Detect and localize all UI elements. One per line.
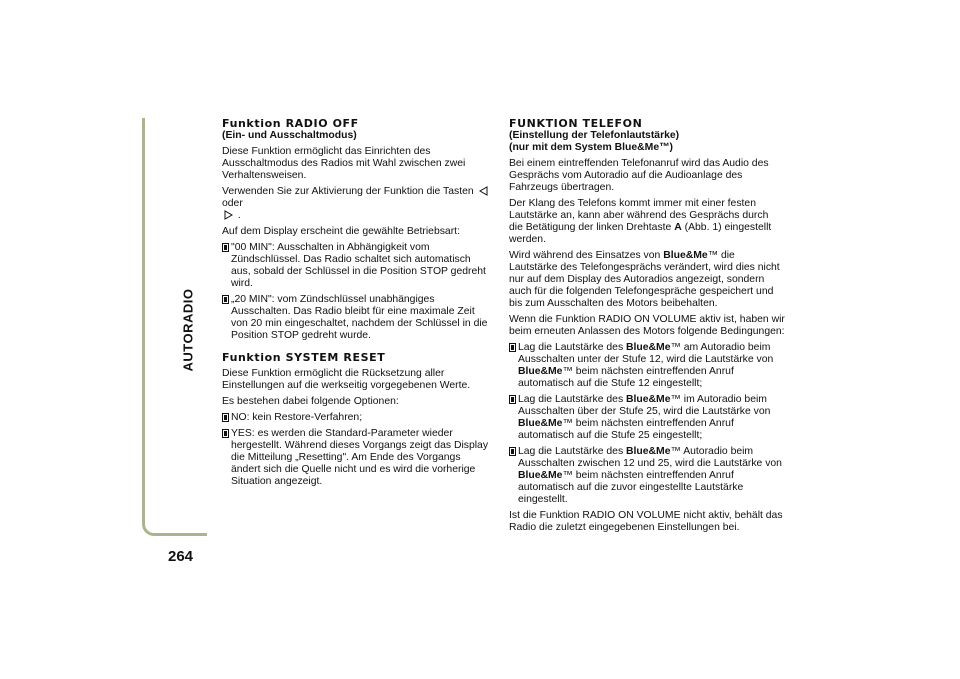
telefon-paragraph-3: [509, 250, 785, 310]
right-column: [509, 118, 785, 538]
paragraph-text: ™ die Lautstärke des Telefongesprächs verändert, wird dies nicht nur auf dem Display des Autoradios angezeigt, sondern auch für die folgenden Telefongespräche gespeichert und bis zum Ausschalten des Motors beibehalten.: [509, 250, 780, 309]
checkbox-bullet-icon: [509, 343, 516, 352]
list-item-text: ™ am Autoradio beim Ausschalten unter der Stufe 12, wird die Lautstärke von: [518, 342, 774, 365]
list-item-text: YES: es werden die Standard-Parameter wieder hergestellt. Während dieses Vorgangs zeigt das Display die Mitteilung „Resetting". Am Ende des Vorgangs ändert sich die Quelle nicht und es wird die vorherige Situation angezeigt.: [231, 428, 489, 487]
list-item: [222, 294, 492, 342]
brand-name: Blue&Me: [518, 366, 563, 377]
list-item: [509, 394, 785, 442]
telefon-subtitle-1: (Einstellung der Telefonlautstärke): [509, 130, 680, 141]
section-label: AUTORADIO: [180, 288, 196, 372]
list-item-text: ™ beim nächsten eintreffenden Anruf automatisch auf die Stufe 25 eingestellt;: [518, 418, 734, 441]
list-item-text: ™ beim nächsten eintreffenden Anruf automatisch auf die zuvor eingestellte Lautstärke eingestellt.: [518, 470, 744, 505]
telefon-paragraph-2: [509, 198, 785, 246]
system-reset-title: Funktion SYSTEM RESET: [222, 351, 386, 364]
checkbox-bullet-icon: [222, 413, 229, 422]
paragraph-text: Der Klang des Telefons kommt immer mit einer festen Lautstärke an, kann aber während des Gesprächs durch die Betätigung der linken Drehtaste: [509, 198, 769, 233]
telefon-conditions: [509, 342, 785, 506]
list-item: [509, 342, 785, 390]
telefon-paragraph-5: Ist die Funktion RADIO ON VOLUME nicht aktiv, behält das Radio die zuletzt eingegebenen Einstellungen bei.: [509, 510, 783, 533]
radio-off-section: [222, 118, 492, 342]
list-item: [222, 412, 492, 424]
buttons-text-middle: oder: [222, 198, 243, 209]
list-item: [222, 428, 492, 488]
brand-name: Blue&Me: [663, 250, 708, 261]
list-item-text: ™ beim nächsten eintreffenden Anruf automatisch auf die Stufe 12 eingestellt;: [518, 366, 734, 389]
right-triangle-icon: [224, 210, 233, 220]
brand-name: Blue&Me: [626, 394, 671, 405]
radio-off-options: [222, 242, 492, 342]
system-reset-intro: Diese Funktion ermöglicht die Rücksetzung aller Einstellungen auf die werkseitig vorgegebenen Werte.: [222, 368, 471, 391]
knob-label: A: [674, 222, 682, 233]
checkbox-bullet-icon: [509, 447, 516, 456]
left-column: [222, 118, 492, 492]
radio-off-title: Funktion RADIO OFF: [222, 117, 359, 130]
list-item-text: „20 MIN": vom Zündschlüssel unabhängiges Ausschalten. Das Radio bleibt für eine maximale Zeit von 20 min eingeschaltet, nachdem der Schlüssel in die Position STOP gedreht wurde.: [231, 294, 488, 341]
telefon-subtitle-2: (nur mit dem System Blue&Me™): [509, 142, 673, 153]
telefon-paragraph-1: Bei einem eintreffenden Telefonanruf wird das Audio des Gesprächs vom Autoradio auf die Audioanlage des Fahrzeugs übertragen.: [509, 158, 769, 193]
brand-name: Blue&Me: [626, 342, 671, 353]
list-item: [509, 446, 785, 506]
list-item-text: Lag die Lautstärke des: [518, 394, 624, 405]
system-reset-options: [222, 412, 492, 488]
radio-off-intro: Diese Funktion ermöglicht das Einrichten des Ausschaltmodus des Radios mit Wahl zwischen zwei Verhaltensweisen.: [222, 146, 466, 181]
buttons-text-after: .: [237, 210, 241, 221]
radio-off-display-text: Auf dem Display erscheint die gewählte Betriebsart:: [222, 226, 460, 237]
system-reset-options-text: Es bestehen dabei folgende Optionen:: [222, 396, 399, 407]
paragraph-text: (Abb. 1) eingestellt werden.: [509, 222, 772, 245]
list-item: [222, 242, 492, 290]
checkbox-bullet-icon: [222, 243, 229, 252]
list-item-text: Lag die Lautstärke des: [518, 342, 624, 353]
telefon-title: FUNKTION TELEFON: [509, 117, 643, 130]
checkbox-bullet-icon: [222, 429, 229, 438]
buttons-text-before: Verwenden Sie zur Aktivierung der Funktion die Tasten: [222, 186, 474, 197]
left-triangle-icon: [479, 186, 488, 196]
section-margin-rule: [142, 118, 207, 536]
telefon-paragraph-4: Wenn die Funktion RADIO ON VOLUME aktiv ist, haben wir beim erneuten Anlassen des Motors folgende Bedingungen:: [509, 314, 785, 337]
brand-name: Blue&Me: [518, 418, 563, 429]
radio-off-subtitle: (Ein- und Ausschaltmodus): [222, 130, 357, 141]
paragraph-text: Wird während des Einsatzes von: [509, 250, 661, 261]
checkbox-bullet-icon: [222, 295, 229, 304]
list-item-text: NO: kein Restore-Verfahren;: [231, 412, 363, 423]
list-item-text: Lag die Lautstärke des: [518, 446, 624, 457]
list-item-text: ™ Autoradio beim Ausschalten zwischen 12 und 25, wird die Lautstärke von: [518, 446, 782, 469]
checkbox-bullet-icon: [509, 395, 516, 404]
brand-name: Blue&Me: [518, 470, 563, 481]
page-number: 264: [168, 548, 194, 565]
list-item-text: "00 MIN": Ausschalten in Abhängigkeit vom Zündschlüssel. Das Radio schaltet sich automatisch aus, sobald der Schlüssel in die Position STOP gedreht wird.: [231, 242, 486, 289]
brand-name: Blue&Me: [626, 446, 671, 457]
system-reset-section: [222, 352, 492, 488]
list-item-text: ™ im Autoradio beim Ausschalten über der Stufe 25, wird die Lautstärke von: [518, 394, 771, 417]
radio-off-buttons-text: [222, 186, 492, 222]
